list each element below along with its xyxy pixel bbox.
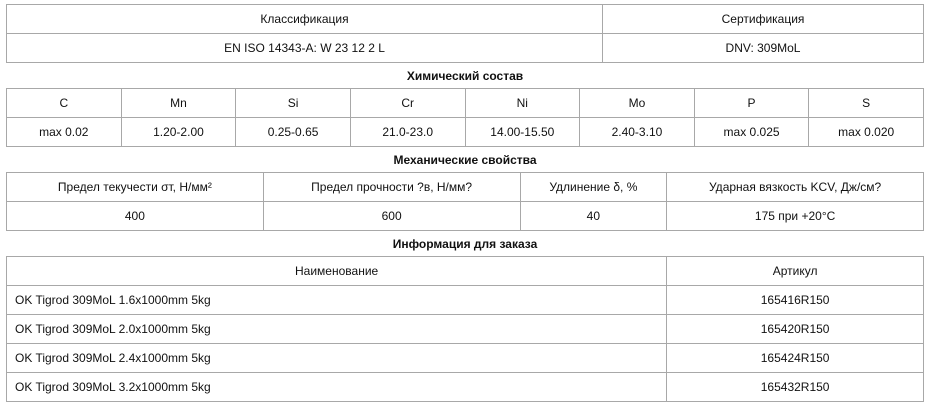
table-row: [7, 373, 924, 402]
mech-header-elongation: Удлинение δ, %: [520, 173, 667, 202]
table-row: [7, 286, 924, 315]
chem-header-p: P: [694, 89, 809, 118]
chem-value-mo: 2.40-3.10: [580, 118, 695, 147]
chem-value-si: 0.25-0.65: [236, 118, 351, 147]
order-row-code: 165416R150: [667, 286, 924, 315]
chem-header-ni: Ni: [465, 89, 580, 118]
order-row-name: OK Tigrod 309MoL 2.0x1000mm 5kg: [7, 315, 667, 344]
classification-value: EN ISO 14343-A: W 23 12 2 L: [7, 34, 603, 63]
mechanical-table: [6, 172, 924, 231]
chem-value-cr: 21.0-23.0: [350, 118, 465, 147]
table-row: [7, 118, 924, 147]
chemical-section-title: Химический состав: [406, 69, 524, 83]
order-row-name: OK Tigrod 309MoL 1.6x1000mm 5kg: [7, 286, 667, 315]
chemical-table-wrap: [6, 88, 924, 147]
order-row-code: 165432R150: [667, 373, 924, 402]
mech-value-impact: 175 при +20°C: [667, 202, 924, 231]
mech-header-impact: Ударная вязкость KCV, Дж/см?: [667, 173, 924, 202]
chem-header-si: Si: [236, 89, 351, 118]
table-row: [7, 315, 924, 344]
mech-header-tensile: Предел прочности ?в, Н/мм?: [263, 173, 520, 202]
order-header-name: Наименование: [7, 257, 667, 286]
table-row: [7, 5, 924, 34]
mech-value-elongation: 40: [520, 202, 667, 231]
order-row-code: 165424R150: [667, 344, 924, 373]
chemical-table: [6, 88, 924, 147]
order-table: [6, 256, 924, 402]
classification-table-wrap: [6, 4, 924, 63]
mechanical-table-wrap: [6, 172, 924, 231]
chem-value-p: max 0.025: [694, 118, 809, 147]
classification-table: [6, 4, 924, 63]
certification-header: Сертификация: [603, 5, 924, 34]
table-row: [7, 89, 924, 118]
chem-header-mn: Mn: [121, 89, 236, 118]
table-row: [7, 202, 924, 231]
chem-header-cr: Cr: [350, 89, 465, 118]
certification-value: DNV: 309MoL: [603, 34, 924, 63]
order-table-wrap: [6, 256, 924, 402]
table-row: [7, 344, 924, 373]
chem-header-mo: Mo: [580, 89, 695, 118]
mechanical-section-title: Механические свойства: [393, 153, 537, 167]
mech-value-tensile: 600: [263, 202, 520, 231]
table-row: [7, 257, 924, 286]
order-section-title: Информация для заказа: [392, 237, 538, 251]
chem-value-c: max 0.02: [7, 118, 122, 147]
table-row: [7, 34, 924, 63]
chem-value-mn: 1.20-2.00: [121, 118, 236, 147]
order-row-name: OK Tigrod 309MoL 3.2x1000mm 5kg: [7, 373, 667, 402]
chem-value-ni: 14.00-15.50: [465, 118, 580, 147]
order-row-name: OK Tigrod 309MoL 2.4x1000mm 5kg: [7, 344, 667, 373]
mech-header-yield: Предел текучести σт, Н/мм²: [7, 173, 264, 202]
chem-value-s: max 0.020: [809, 118, 924, 147]
chem-header-s: S: [809, 89, 924, 118]
classification-header: Классификация: [7, 5, 603, 34]
order-header-code: Артикул: [667, 257, 924, 286]
mech-value-yield: 400: [7, 202, 264, 231]
order-row-code: 165420R150: [667, 315, 924, 344]
chem-header-c: C: [7, 89, 122, 118]
table-row: [7, 173, 924, 202]
